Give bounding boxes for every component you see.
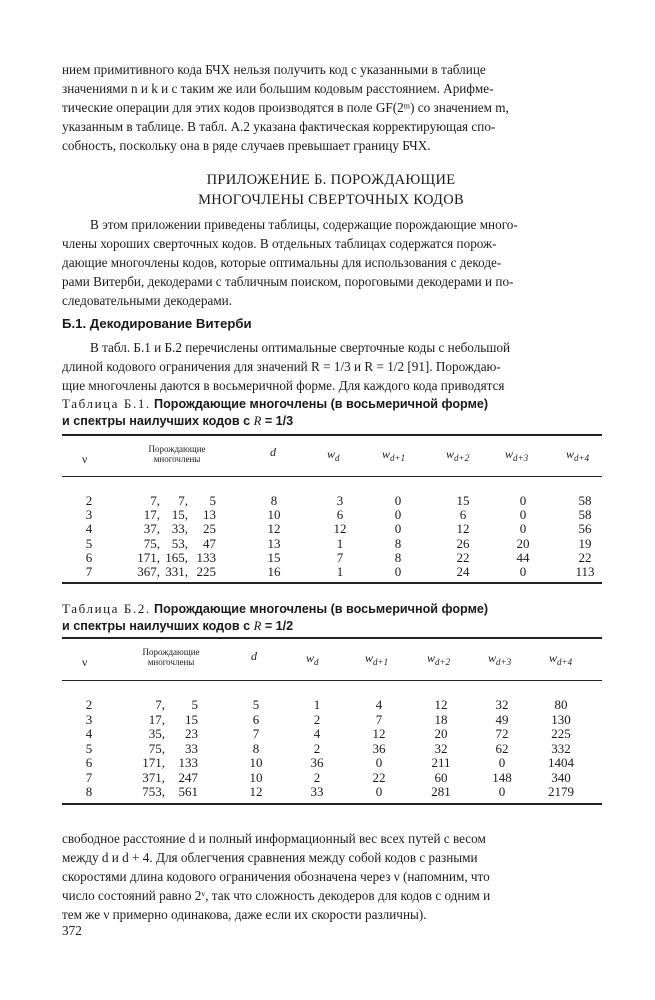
header-line: многочлены	[147, 657, 195, 667]
table2-header-wd3: d+3	[496, 657, 512, 667]
table-cell: 148	[492, 769, 512, 785]
table-cell: 331,	[165, 564, 188, 579]
table-cell: 22	[578, 549, 592, 565]
table-cell: 80	[554, 697, 568, 712]
table-cell: 7,	[150, 493, 160, 508]
table2-header-d: d	[251, 649, 257, 663]
table2-header-nu: ν	[82, 655, 88, 669]
table-cell: 32	[434, 740, 448, 756]
table-cell: 15	[185, 711, 198, 727]
table-cell: 18	[434, 711, 448, 727]
table1-header-wd4: d+4	[574, 453, 590, 463]
table-row	[62, 713, 602, 727]
table-cell: 171,	[142, 755, 165, 770]
table-cell: 12	[372, 726, 386, 741]
appendix-title-line1: ПРИЛОЖЕНИЕ Б. ПОРОЖДАЮЩИЕ	[206, 172, 456, 188]
text-line: значениями n и k и с таким же или большим кодовым расстоянием. Арифме-	[62, 81, 494, 96]
table-cell: 4	[313, 726, 321, 741]
table-cell: 225	[196, 564, 216, 579]
table-cell: 17,	[143, 507, 160, 523]
table1-header-wd2: d+2	[454, 453, 470, 463]
table-cell: 6	[85, 755, 93, 770]
table2-header-w: w	[549, 651, 558, 665]
table1-title-line2: и спектры наилучших кодов с	[62, 414, 254, 428]
table2-title-line2: и спектры наилучших кодов с	[62, 619, 254, 633]
table-cell: 0	[394, 521, 402, 537]
table1-rate-symbol: R	[253, 414, 262, 428]
appendix-title	[62, 170, 600, 210]
table-cell: 17,	[148, 711, 165, 727]
table-cell: 35,	[148, 726, 165, 741]
table-cell: 171,	[137, 549, 160, 565]
table-cell: 47	[203, 535, 216, 551]
table-cell: 247	[178, 769, 198, 785]
table-cell: 340	[551, 769, 571, 785]
table1-header-w: w	[382, 447, 391, 461]
table-cell: 2	[313, 711, 321, 727]
table-row	[62, 551, 602, 565]
table-cell: 8	[394, 535, 402, 551]
table-cell: 3	[336, 493, 344, 508]
text-line: скоростями длина кодового ограничения обозначена через ν (напомним, что	[62, 869, 490, 884]
table-cell: 44	[516, 549, 530, 565]
table-row	[62, 522, 602, 536]
table-cell: 22	[456, 549, 470, 565]
appendix-paragraph	[62, 215, 600, 310]
table-cell: 33	[185, 740, 198, 756]
table-cell: 0	[519, 507, 527, 523]
table2-header-wd4: d+4	[557, 657, 573, 667]
table-row	[62, 785, 602, 799]
text-line: между d и d + 4. Для облегчения сравнения между собой кодов с разными	[62, 850, 478, 865]
table-cell: 2179	[548, 784, 574, 799]
table1-header-generators	[132, 444, 222, 464]
table-row	[62, 537, 602, 551]
table1-top-rule	[62, 434, 602, 436]
table1-caption	[62, 395, 602, 430]
table-cell: 7,	[178, 493, 188, 508]
table2-header-wd1: d+1	[373, 657, 389, 667]
table-cell: 3	[85, 711, 93, 727]
table-cell: 0	[519, 564, 527, 579]
table-cell: 8	[270, 493, 278, 508]
table-cell: 0	[498, 755, 506, 770]
text-line: щие многочлены даются в восьмеричной форме. Для каждого кода приводятся	[62, 378, 505, 393]
table-cell: 0	[394, 507, 402, 523]
header-line: Порождающие	[142, 647, 200, 657]
table1-header-w: w	[446, 447, 455, 461]
table-cell: 12	[434, 697, 448, 712]
table-cell: 75,	[148, 740, 165, 756]
page-number: 372	[62, 923, 82, 938]
table-cell: 2	[313, 769, 321, 785]
table-cell: 7,	[155, 697, 165, 712]
table-cell: 0	[375, 784, 383, 799]
text-line: В этом приложении приведены таблицы, содержащие порождающие много-	[90, 217, 518, 232]
table-cell: 5	[85, 535, 93, 551]
table-cell: 211	[431, 755, 451, 770]
table2-label: Таблица Б.2.	[62, 601, 151, 616]
table-cell: 165,	[165, 549, 188, 565]
table-cell: 13	[267, 535, 281, 551]
table-cell: 20	[434, 726, 448, 741]
text-line: члены хороших сверточных кодов. В отдельных таблицах содержатся порож-	[62, 236, 497, 251]
table-cell: 10	[249, 755, 263, 770]
text-line: нием примитивного кода БЧХ нельзя получить код с указанными в таблице	[62, 62, 486, 77]
table-cell: 1404	[548, 755, 574, 770]
table-cell: 37,	[143, 521, 160, 537]
table-cell: 7	[336, 549, 344, 565]
text-line: число состояний равно 2ᵛ, так что сложность декодеров для кодов с одним и	[62, 888, 491, 903]
table-cell: 12	[249, 784, 263, 799]
table-cell: 113	[575, 564, 595, 579]
table-cell: 2	[85, 697, 93, 712]
table-cell: 0	[498, 784, 506, 799]
table1-title-line1: Порождающие многочлены (в восьмеричной форме)	[154, 397, 489, 411]
table1-label: Таблица Б.1.	[62, 396, 151, 411]
table-cell: 15,	[171, 507, 188, 523]
table1-header-wd3: d+3	[513, 453, 529, 463]
table-cell: 25	[203, 521, 216, 537]
header-line: многочлены	[153, 454, 201, 464]
table-cell: 12	[333, 521, 347, 537]
table1-header-w: w	[566, 447, 575, 461]
table-cell: 12	[456, 521, 470, 537]
table-cell: 19	[578, 535, 592, 551]
text-line: собность, поскольку она в ряде случаев превышает границу БЧХ.	[62, 138, 431, 153]
table2-header-wd2: d+2	[435, 657, 451, 667]
table-cell: 58	[578, 493, 592, 508]
table1-header-w: w	[327, 447, 336, 461]
table-cell: 367,	[137, 564, 160, 579]
table-cell: 4	[85, 521, 93, 537]
table-cell: 26	[456, 535, 470, 551]
table1-header-wd1: d+1	[390, 453, 406, 463]
table-cell: 62	[495, 740, 509, 756]
table-cell: 4	[85, 726, 93, 741]
table-cell: 0	[394, 564, 402, 579]
table1-header-nu: ν	[82, 452, 88, 466]
table-row	[62, 565, 602, 579]
table-cell: 53,	[171, 535, 188, 551]
table-cell: 0	[519, 521, 527, 537]
text-line: свободное расстояние d и полный информационный вес всех путей с весом	[62, 831, 486, 846]
table-cell: 58	[578, 507, 592, 523]
table2-header-wd: d	[314, 657, 319, 667]
table-cell: 13	[203, 507, 216, 523]
table-cell: 5	[209, 493, 216, 508]
table-cell: 36	[372, 740, 386, 756]
table-cell: 8	[85, 784, 93, 799]
table-cell: 7	[375, 711, 383, 727]
table-cell: 60	[434, 769, 448, 785]
text-line: дающие многочлены кодов, которые оптимальны для использования с декоде-	[62, 255, 502, 270]
table-cell: 15	[267, 549, 281, 565]
table-cell: 0	[519, 493, 527, 508]
table-cell: 371,	[142, 769, 165, 785]
text-line: В табл. Б.1 и Б.2 перечислены оптимальные сверточные коды с небольшой	[90, 340, 511, 355]
table-cell: 75,	[143, 535, 160, 551]
table-cell: 281	[431, 784, 451, 799]
table2-title-line1: Порождающие многочлены (в восьмеричной форме)	[154, 602, 489, 616]
table-cell: 561	[178, 784, 198, 799]
table-cell: 24	[456, 564, 470, 579]
table-cell: 5	[191, 697, 198, 712]
table-cell: 5	[252, 697, 260, 712]
table2-bottom-rule	[62, 803, 602, 805]
table-cell: 15	[456, 493, 470, 508]
table2-header-generators	[126, 647, 216, 667]
table-cell: 7	[85, 769, 93, 785]
table-cell: 23	[185, 726, 198, 741]
table2-header-rule	[62, 680, 602, 681]
table-cell: 3	[85, 507, 93, 523]
table-cell: 49	[495, 711, 509, 727]
closing-paragraph	[62, 829, 600, 924]
table-row	[62, 727, 602, 741]
table-cell: 56	[578, 521, 592, 537]
table-cell: 1	[336, 535, 344, 551]
table-cell: 133	[178, 755, 198, 770]
table-cell: 225	[551, 726, 571, 741]
table1-header-rule	[62, 476, 602, 477]
table-cell: 2	[313, 740, 321, 756]
table-cell: 6	[85, 549, 93, 565]
table-cell: 332	[551, 740, 571, 756]
text-line: рами Витерби, декодерами с табличным поиском, пороговыми декодерами и по-	[62, 274, 514, 289]
table-cell: 133	[196, 549, 216, 565]
table-cell: 36	[310, 755, 324, 770]
text-line: следовательными декодерами.	[62, 293, 233, 308]
table-cell: 6	[459, 507, 467, 523]
section-title: Б.1. Декодирование Витерби	[62, 316, 252, 331]
table2-header-w: w	[365, 651, 374, 665]
table-cell: 753,	[142, 784, 165, 799]
table-cell: 22	[372, 769, 386, 785]
header-line: Порождающие	[148, 444, 206, 454]
table-cell: 33,	[171, 521, 188, 537]
section-paragraph	[62, 338, 600, 395]
table-cell: 6	[336, 507, 344, 523]
table1-header-wd: d	[335, 453, 340, 463]
table-cell: 4	[375, 697, 383, 712]
table-cell: 1	[336, 564, 344, 579]
table-cell: 0	[375, 755, 383, 770]
table1-header-w: w	[505, 447, 514, 461]
table-cell: 2	[85, 493, 93, 508]
table-row	[62, 742, 602, 756]
table-cell: 10	[267, 507, 281, 523]
table-row	[62, 756, 602, 770]
text-line: тем же ν примерно одинакова, даже если их скорости различны).	[62, 907, 427, 922]
table-cell: 130	[551, 711, 571, 727]
table2-rate-symbol: R	[253, 619, 262, 633]
table-cell: 16	[267, 564, 281, 579]
table-cell: 10	[249, 769, 263, 785]
table-cell: 7	[85, 564, 93, 579]
table-row	[62, 508, 602, 522]
table2-header-w: w	[306, 651, 315, 665]
table-cell: 12	[267, 521, 281, 537]
table-cell: 7	[252, 726, 260, 741]
table-cell: 20	[516, 535, 530, 551]
table-cell: 6	[252, 711, 260, 727]
text-line: тические операции для этих кодов производятся в поле GF(2ᵐ) со значением m,	[62, 100, 509, 115]
table1-bottom-rule	[62, 582, 602, 584]
table-cell: 5	[85, 740, 93, 756]
intro-paragraph	[62, 60, 600, 155]
table-cell: 32	[495, 697, 509, 712]
appendix-title-line2: МНОГОЧЛЕНЫ СВЕРТОЧНЫХ КОДОВ	[198, 192, 464, 208]
table-cell: 8	[252, 740, 260, 756]
table-cell: 8	[394, 549, 402, 565]
table-cell: 72	[495, 726, 509, 741]
text-line: длиной кодового ограничения для значений R = 1/3 и R = 1/2 [91]. Порождаю-	[62, 359, 501, 374]
table2-header-w: w	[427, 651, 436, 665]
table2-header-w: w	[488, 651, 497, 665]
table-row	[62, 698, 602, 712]
table-row	[62, 771, 602, 785]
table1-rate-value: = 1/3	[261, 414, 294, 428]
table2-caption	[62, 600, 602, 635]
text-line: указанным в таблице. В табл. А.2 указана фактическая корректирующая спо-	[62, 119, 496, 134]
table2-top-rule	[62, 637, 602, 639]
table-cell: 33	[310, 784, 324, 799]
table-row	[62, 494, 602, 508]
table-cell: 1	[313, 697, 321, 712]
table1-header-d: d	[270, 445, 276, 459]
table-cell: 0	[394, 493, 402, 508]
table2-rate-value: = 1/2	[261, 619, 294, 633]
